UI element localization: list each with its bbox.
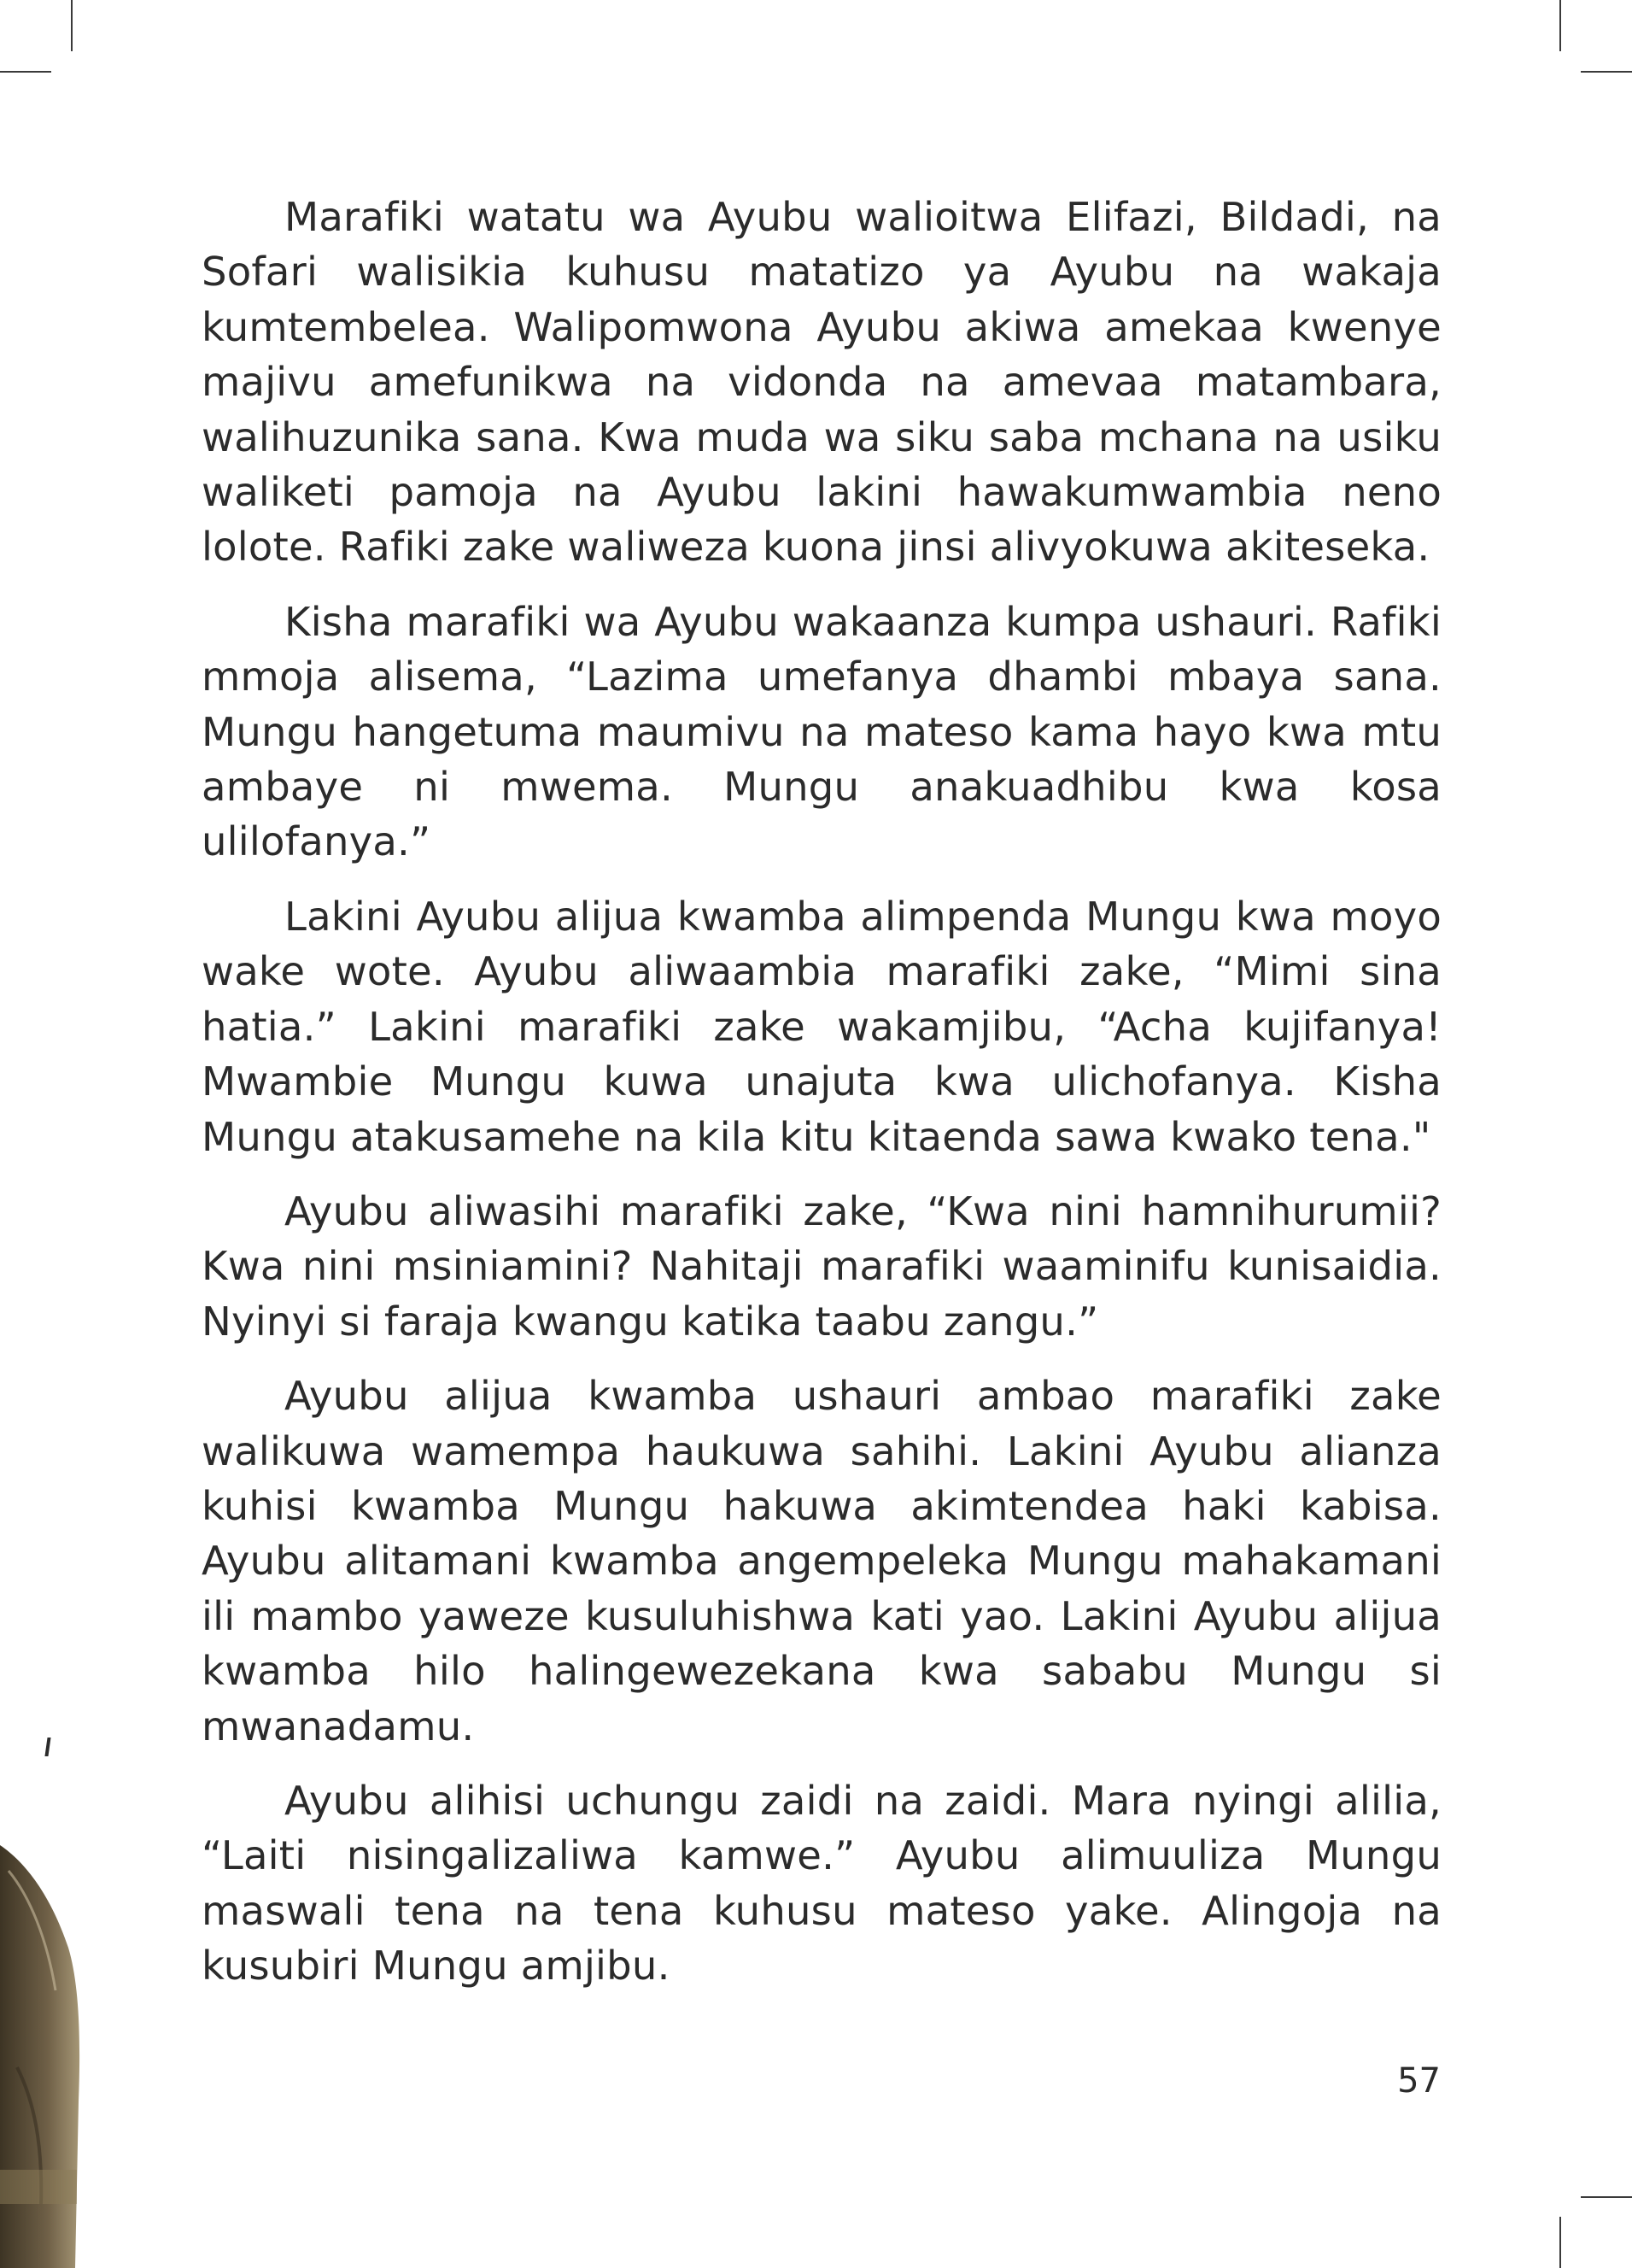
crop-mark-top-right-horizontal bbox=[1581, 71, 1632, 73]
paragraph-1: Marafiki watatu wa Ayubu walioitwa Elifazi, Bildadi, na Sofari walisikia kuhusu matatizo ya Ayubu na wakaja kumtembelea. Walipomwona Ayubu akiwa amekaa kwenye majivu amefunikwa na vidonda na amevaa matambara, walihuzunika sana. Kwa muda wa siku saba mchana na usiku waliketi pamoja na Ayubu lakini hawakumwambia neno lolote. Rafiki zake waliweza kuona jinsi alivyokuwa akiteseka. bbox=[202, 194, 1442, 571]
paragraph-5: Ayubu alijua kwamba ushauri ambao marafiki zake walikuwa wamempa haukuwa sahihi. Lakini Ayubu alianza kuhisi kwamba Mungu hakuwa akimtendea haki kabisa. Ayubu alitamani kwamba angempeleka Mungu mahakamani ili mambo yaweze kusuluhishwa kati yao. Lakini Ayubu alijua kwamba hilo halingewezekana kwa sababu Mungu si mwanadamu. bbox=[202, 1373, 1442, 1749]
body-text bbox=[202, 190, 1442, 2013]
page-number: 57 bbox=[1397, 2061, 1441, 2101]
edge-illustration bbox=[0, 1845, 81, 2268]
paragraph-6: Ayubu alihisi uchungu zaidi na zaidi. Mara nyingi alilia, “Laiti nisingalizaliwa kamwe.” Ayubu alimuuliza Mungu maswali tena na tena kuhusu mateso yake. Alingoja na kusubiri Mungu amjibu. bbox=[202, 1777, 1442, 1990]
crop-mark-bottom-right-horizontal bbox=[1581, 2196, 1632, 2198]
crop-mark-top-left-horizontal bbox=[0, 71, 51, 73]
crop-mark-top-left-vertical bbox=[71, 0, 73, 51]
paragraph-3: Lakini Ayubu alijua kwamba alimpenda Mungu kwa moyo wake wote. Ayubu aliwaambia marafiki zake, “Mimi sina hatia.” Lakini marafiki zake wakamjibu, “Acha kujifanya! Mwambie Mungu kuwa unajuta kwa ulichofanya. Kisha Mungu atakusamehe na kila kitu kitaenda sawa kwako tena." bbox=[202, 893, 1442, 1160]
edge-art-fragment bbox=[44, 1738, 50, 1756]
crop-mark-top-right-vertical bbox=[1559, 0, 1561, 51]
paragraph-2: Kisha marafiki wa Ayubu wakaanza kumpa ushauri. Rafiki mmoja alisema, “Lazima umefanya dhambi mbaya sana. Mungu hangetuma maumivu na mateso kama hayo kwa mtu ambaye ni mwema. Mungu anakuadhibu kwa kosa ulilofanya.” bbox=[202, 598, 1442, 865]
crop-mark-bottom-right-vertical bbox=[1559, 2217, 1561, 2268]
paragraph-4: Ayubu aliwasihi marafiki zake, “Kwa nini hamnihurumii? Kwa nini msiniamini? Nahitaji marafiki waaminifu kunisaidia. Nyinyi si faraja kwangu katika taabu zangu.” bbox=[202, 1187, 1442, 1345]
